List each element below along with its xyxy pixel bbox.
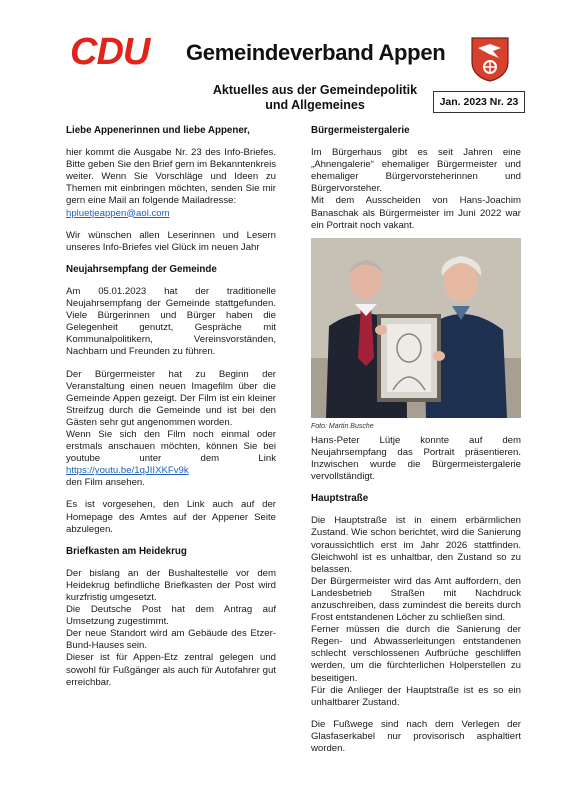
briefkasten-paragraph-3: Der neue Standort wird am Gebäude des Etzer-Bund-Hauses sein. xyxy=(66,628,276,652)
galerie-paragraph-3: Hans-Peter Lütje konnte auf dem Neujahrsempfang das Portrait präsentieren. Inzwischen wurde die Bürgermeistergalerie vervollständigt. xyxy=(311,434,521,483)
haupt-paragraph-3: Ferner müssen die durch die Sanierung der Regen- und Abwasserleitungen entstandenen schlecht verschlossenen Aufbrüche geschliffen werden, um die fürchterlichen Holperstellen zu beseitigen. xyxy=(311,624,521,684)
fusswege-paragraph: Die Fußwege sind nach dem Verlegen der Glasfaserkabel nur provisorisch asphaltiert worden. xyxy=(311,718,521,754)
left-column xyxy=(66,125,276,689)
greeting: Liebe Appenerinnen und liebe Appener, xyxy=(66,125,250,136)
youtube-link[interactable]: https://youtu.be/1qJIIXKFv9k xyxy=(66,465,189,477)
heading-neujahrsempfang: Neujahrsempfang der Gemeinde xyxy=(66,263,217,275)
intro-paragraph: hier kommt die Ausgabe Nr. 23 des Info-Briefes. Bitte geben Sie den Brief gern im Bekanntenkreis weiter. Wenn Sie Vorschläge und Ideen zu Themen mit einbringen möchten, senden Sie mir gern eine Mail an folgende Mailadresse: xyxy=(66,147,276,207)
haupt-paragraph-1: Die Hauptstraße ist in einem erbärmlichen Zustand. Wie schon berichtet, wird die Sanierung voraussichtlich erst im Jahr 2026 stattfinden. Gleichwohl ist es unhaltbar, den Zustand so zu belassen. xyxy=(311,515,521,575)
neujahr-paragraph: Am 05.01.2023 hat der traditionelle Neujahrsempfang der Gemeinde stattgefunden. Viele Bürgerinnen und Bürger haben die Gelegenheit genutzt, Gespräche mit Kommunalpolitikern, Vereinsvorständen, Nachbarn und Freunden zu führen. xyxy=(66,285,276,358)
galerie-paragraph-2: Mit dem Ausscheiden von Hans-Joachim Banaschak als Bürgermeister im Juni 2022 war ein Portrait noch vakant. xyxy=(311,195,521,231)
email-link[interactable]: hpluetjeappen@aol.com xyxy=(66,207,170,219)
subtitle xyxy=(210,83,420,113)
issue-badge: Jan. 2023 Nr. 23 xyxy=(433,91,525,113)
coat-of-arms-icon xyxy=(470,36,510,82)
film-paragraph-2 xyxy=(66,429,276,477)
briefkasten-paragraph-1: Der bislang an der Bushaltestelle vor dem Heidekrug befindliche Briefkasten der Post wird kurzfristig umgesetzt. xyxy=(66,567,276,603)
galerie-paragraph-1: Im Bürgerhaus gibt es seit Jahren eine „Ahnengalerie“ ehemaliger Bürgermeister und ehemaliger Bürgervorsteherinnen und Bürgervorsteher. xyxy=(311,147,521,195)
cdu-logo: CDU xyxy=(70,31,150,73)
film-paragraph-1: Der Bürgermeister hat zu Beginn der Veranstaltung einen neuen Imagefilm über die Gemeinde Appen gezeigt. Der Film ist ein kleiner Streifzug durch die Gemeinde und ist bei den Gästen sehr gut angenommen worden. xyxy=(66,368,276,428)
subtitle-line-2: und Allgemeines xyxy=(265,98,365,112)
wishes-paragraph: Wir wünschen allen Leserinnen und Lesern unseres Info-Briefes viel Glück im neuen Jahr xyxy=(66,229,276,253)
briefkasten-paragraph-4: Dieser ist für Appen-Etz zentral gelegen und sowohl für Fußgänger als auch für Autofahrer gut erreichbar. xyxy=(66,652,276,688)
photo-illustration xyxy=(311,238,521,418)
portrait-photo xyxy=(311,238,521,418)
heading-briefkasten: Briefkasten am Heidekrug xyxy=(66,545,187,557)
subtitle-line-1: Aktuelles aus der Gemeindepolitik xyxy=(212,83,418,97)
film-paragraph-3: den Film ansehen. xyxy=(66,477,145,489)
photo-caption: Foto: Martin Busche xyxy=(311,422,374,430)
briefkasten-paragraph-2: Die Deutsche Post hat dem Antrag auf Umsetzung zugestimmt. xyxy=(66,604,276,628)
homepage-paragraph: Es ist vorgesehen, den Link auch auf der Homepage des Amtes auf der Appener Seite abzulegen. xyxy=(66,499,276,535)
page-title: Gemeindeverband Appen xyxy=(186,40,446,65)
film-text: Wenn Sie sich den Film noch einmal oder erstmals anschauen möchten, können Sie bei youtube unter dem Link xyxy=(66,428,276,465)
heading-galerie: Bürgermeistergalerie xyxy=(311,125,410,136)
haupt-paragraph-2: Der Bürgermeister wird das Amt auffordern, den Landesbetrieb Straßen mit Nachdruck anzuschreiben, dass zumindest die bereits durch Frost entstandenen Löcher zu schließen sind. xyxy=(311,575,521,624)
haupt-paragraph-4: Für die Anlieger der Hauptstraße ist es so ein unhaltbarer Zustand. xyxy=(311,684,521,708)
right-column xyxy=(311,125,521,765)
heading-hauptstrasse: Hauptstraße xyxy=(311,493,369,505)
